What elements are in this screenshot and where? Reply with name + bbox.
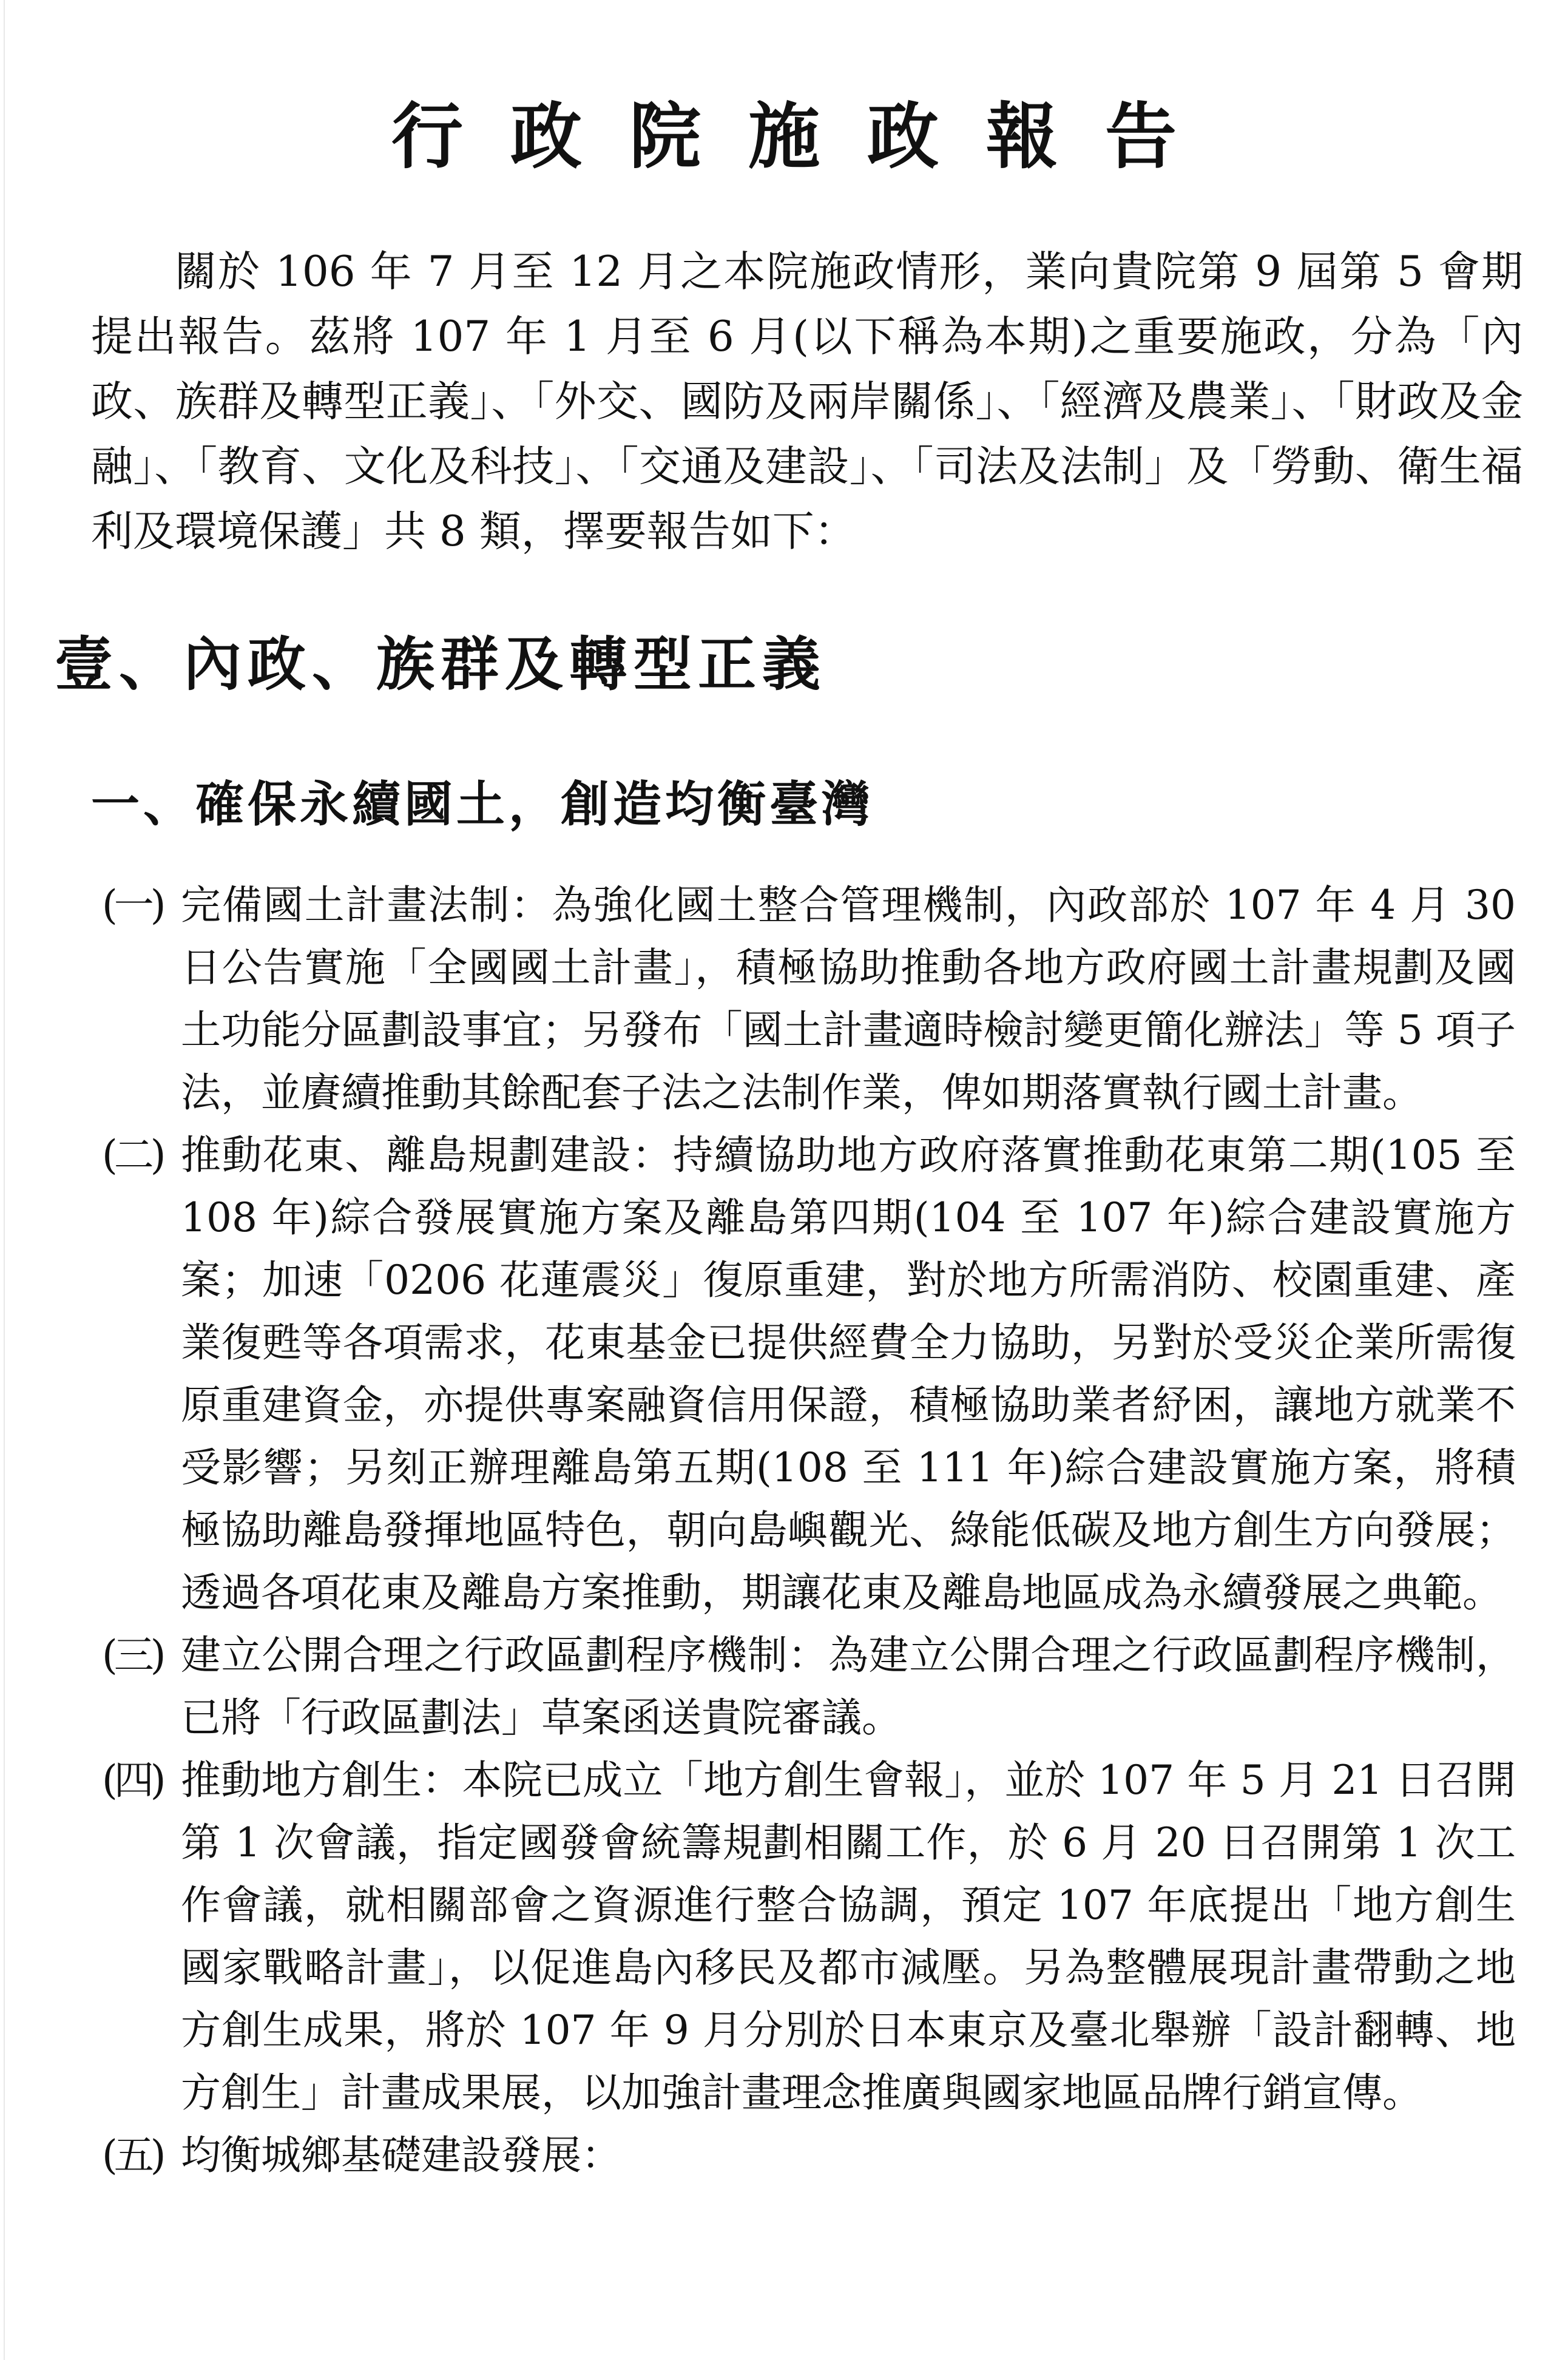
- item-number: (五): [102, 2132, 163, 2179]
- list-item: [102, 2124, 1516, 2186]
- section-heading: 壹、內政、族群及轉型正義: [55, 630, 826, 698]
- item-text: 完備國土計畫法制：為強化國土整合管理機制，內政部於 107 年 4 月 30 日公告實施「全國國土計畫」，積極協助推動各地方政府國土計畫規劃及國土功能分區劃設事宜；另發布「國土計畫適時檢討變更簡化辦法」等 5 項子法，並賡續推動其餘配套子法之法制作業，俾如期落實執行國土計畫。: [181, 882, 1516, 1116]
- item-number: (一): [102, 882, 163, 928]
- sub-heading: 一、確保永續國土，創造均衡臺灣: [91, 776, 874, 833]
- list-item: [102, 1624, 1516, 1749]
- item-number: (三): [102, 1632, 163, 1679]
- item-text: 均衡城鄉基礎建設發展：: [181, 2132, 621, 2179]
- intro-paragraph: 關於 106 年 7 月至 12 月之本院施政情形，業向貴院第 9 屆第 5 會期提出報告。茲將 107 年 1 月至 6 月(以下稱為本期)之重要施政，分為「內政、族群及轉型正義」、「外交、國防及兩岸關係」、「經濟及農業」、「財政及金融」、「教育、文化及科技」、「交通及建設」、「司法及法制」及「勞動、衛生福利及環境保護」共 8 類，擇要報告如下：: [91, 248, 1523, 556]
- list-item: [102, 1124, 1516, 1624]
- item-number: (四): [102, 1757, 163, 1804]
- item-text: 建立公開合理之行政區劃程序機制：為建立公開合理之行政區劃程序機制，已將「行政區劃法」草案函送貴院審議。: [181, 1632, 1516, 1741]
- item-text: 推動地方創生：本院已成立「地方創生會報」，並於 107 年 5 月 21 日召開第 1 次會議，指定國發會統籌規劃相關工作，於 6 月 20 日召開第 1 次工作會議，就相關部會之資源進行整合協調，預定 107 年底提出「地方創生國家戰略計畫」，以促進島內移民及都市減壓。另為整體展現計畫帶動之地方創生成果，將於 107 年 9 月分別於日本東京及臺北舉辦「設計翻轉、地方創生」計畫成果展，以加強計畫理念推廣與國家地區品牌行銷宣傳。: [181, 1757, 1516, 2116]
- item-number: (二): [102, 1132, 163, 1178]
- document-title: 行政院施政報告: [391, 95, 1224, 178]
- scan-edge-shadow: [4, 0, 5, 2360]
- item-list: [102, 874, 1516, 2186]
- list-item: [102, 1749, 1516, 2124]
- list-item: [102, 874, 1516, 1124]
- item-text: 推動花東、離島規劃建設：持續協助地方政府落實推動花東第二期(105 至 108 年)綜合發展實施方案及離島第四期(104 至 107 年)綜合建設實施方案；加速「0206 花蓮震災」復原重建，對於地方所需消防、校園重建、產業復甦等各項需求，花東基金已提供經費全力協助，另對於受災企業所需復原重建資金，亦提供專案融資信用保證，積極協助業者紓困，讓地方就業不受影響；另刻正辦理離島第五期(108 至 111 年)綜合建設實施方案，將積極協助離島發揮地區特色，朝向島嶼觀光、綠能低碳及地方創生方向發展；透過各項花東及離島方案推動，期讓花東及離島地區成為永續發展之典範。: [181, 1132, 1516, 1616]
